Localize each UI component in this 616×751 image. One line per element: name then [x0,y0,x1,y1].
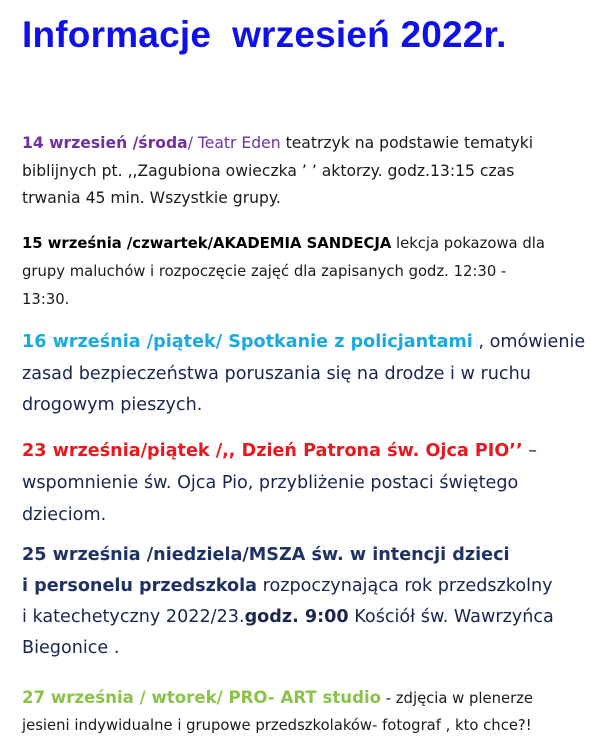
event-item-5-heading-2: i personelu przedszkola [22,576,258,596]
event-item-2-desc-2: grupy maluchów i rozpoczęcie zajęć dla zapisanych godz. 12:30 - [22,263,507,280]
event-item-3-line-1 [22,327,607,359]
event-item-4-desc-3: dzieciom. [22,505,107,525]
event-item-1-title: / Teatr Eden [187,134,281,152]
event-item-1-date: 14 wrzesień /środa [22,134,188,152]
event-item-1-line-1 [22,130,607,158]
event-item-2-heading: 15 września /czwartek/AKADEMIA SANDECJA [22,235,392,252]
event-item-5-desc-2: rozpoczynająca rok przedszkolny [257,576,553,596]
event-item-3 [22,327,607,422]
event-item-2-desc-3: 13:30. [22,291,70,308]
event-item-5-desc-3b: Kościół św. Wawrzyńca [348,607,554,627]
event-item-5 [22,540,607,664]
event-item-2 [22,230,607,314]
event-item-3-desc-2: zasad bezpieczeństwa poruszania się na drodze i w ruchu [22,363,531,384]
event-item-5-line-2 [22,571,607,602]
event-item-6-desc-2: jesieni indywidualne i grupowe przedszkolaków- fotograf , kto chce?! [22,717,532,734]
event-item-5-line-3 [22,602,607,633]
event-item-4-desc-1: – [522,441,538,461]
event-item-6-heading: 27 września / wtorek/ PRO- ART studio [22,688,382,707]
event-item-6-desc-1: - zdjęcia w plenerze [381,690,534,707]
event-item-3-heading: 16 września /piątek/ Spotkanie z policjantami [22,332,473,352]
event-item-1 [22,130,607,213]
event-item-4 [22,435,607,531]
event-item-1-desc-3: trwania 45 min. Wszystkie grupy. [22,189,281,207]
event-item-2-desc-1: lekcja pokazowa dla [391,235,545,252]
event-item-1-desc-1: teatrzyk na podstawie tematyki [280,134,534,152]
event-item-3-desc-3: drogowym pieszych. [22,395,203,415]
event-item-2-line-1 [22,230,607,258]
event-item-3-desc-1: , omówienie [472,332,586,352]
event-item-4-line-1 [22,435,607,467]
event-item-5-heading-1: 25 września /niedziela/MSZA św. w intencji dzieci [22,545,510,565]
event-item-1-desc-2: biblijnych pt. ,,Zagubiona owieczka ’ ’ aktorzy. godz.13:15 czas [22,161,515,180]
event-item-5-time: godz. 9:00 [244,607,349,627]
event-item-4-heading: 23 września/piątek /,, Dzień Patrona św. Ojca PIO’’ [22,441,523,461]
event-item-5-desc-3a: i katechetyczny 2022/23. [22,607,245,627]
event-item-6 [22,684,607,739]
event-item-5-desc-4: Biegonice . [22,638,120,658]
event-item-4-desc-2: wspomnienie św. Ojca Pio, przybliżenie postaci świętego [22,473,519,493]
page-title: Informacje wrzesień 2022r. [22,14,507,55]
event-item-6-line-1 [22,684,607,712]
